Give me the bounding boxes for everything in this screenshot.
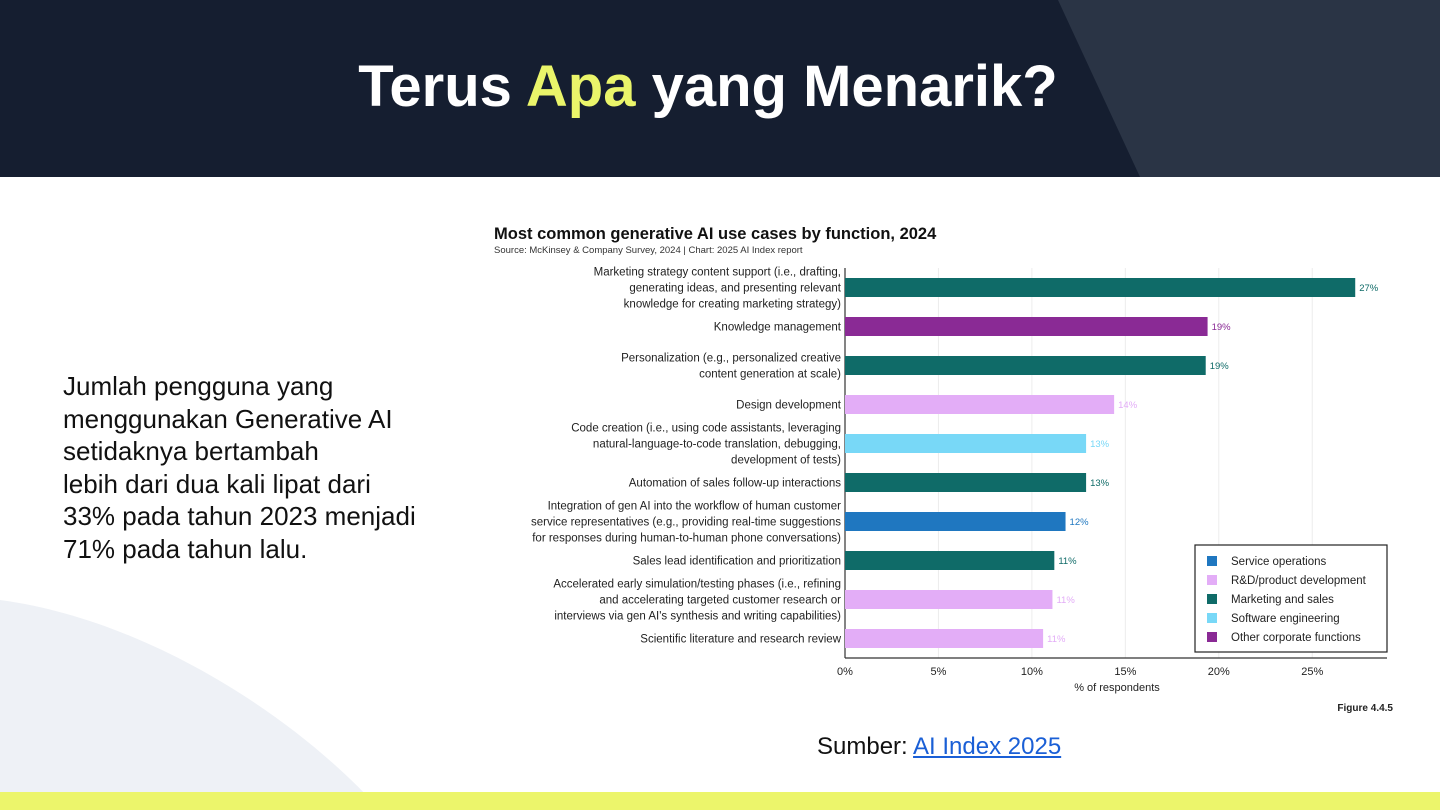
legend-label: Service operations — [1231, 556, 1327, 568]
bar-value-label: 11% — [1058, 556, 1077, 567]
category-label: generating ideas, and presenting relevant — [629, 282, 841, 295]
figure-label: Figure 4.4.5 — [1337, 703, 1393, 714]
background-curve — [0, 560, 420, 810]
category-label: Knowledge management — [713, 321, 841, 334]
bar-value-label: 19% — [1209, 361, 1229, 372]
x-tick-label: 15% — [1114, 666, 1137, 678]
bar — [845, 434, 1086, 453]
category-label: knowledge for creating marketing strategy) — [623, 298, 841, 311]
bar — [845, 629, 1043, 648]
title-accent-text: Apa — [525, 54, 636, 119]
legend-swatch — [1207, 632, 1217, 642]
x-tick-label: 20% — [1207, 666, 1230, 678]
category-label: Marketing strategy content support (i.e., drafting, — [593, 266, 841, 279]
bar-value-label: 19% — [1211, 322, 1231, 333]
title-text-2: yang Menarik? — [635, 54, 1058, 119]
category-label: Sales lead identification and prioritization — [632, 555, 841, 568]
bar-value-label: 12% — [1069, 517, 1089, 528]
category-label: Integration of gen AI into the workflow of human customer — [547, 500, 841, 513]
bar-value-label: 11% — [1047, 634, 1066, 645]
category-label: Accelerated early simulation/testing phases (i.e., refining — [553, 578, 841, 591]
slide-header — [0, 0, 1440, 177]
category-label: Scientific literature and research review — [640, 633, 841, 646]
x-axis-title: % of respondents — [1074, 682, 1160, 694]
bar-value-label: 13% — [1090, 439, 1110, 450]
bar-value-label: 13% — [1090, 478, 1110, 489]
category-label: interviews via gen AI's synthesis and writing capabilities) — [554, 610, 841, 623]
bar-chart — [490, 215, 1410, 720]
bar — [845, 590, 1052, 609]
legend-swatch — [1207, 613, 1217, 623]
x-tick-label: 25% — [1301, 666, 1324, 678]
legend-swatch — [1207, 575, 1217, 585]
footer-bar — [0, 792, 1440, 810]
bar-value-label: 14% — [1118, 400, 1138, 411]
category-label: development of tests) — [731, 454, 841, 467]
category-label: natural-language-to-code translation, debugging, — [592, 438, 841, 451]
source-link[interactable]: AI Index 2025 — [913, 733, 1062, 760]
legend-label: Marketing and sales — [1231, 594, 1334, 606]
category-label: Automation of sales follow-up interactions — [628, 477, 841, 490]
bar — [845, 278, 1355, 297]
legend-label: Software engineering — [1231, 613, 1340, 625]
legend-label: Other corporate functions — [1231, 632, 1361, 644]
legend-label: R&D/product development — [1231, 575, 1366, 587]
category-label: service representatives (e.g., providing real-time suggestions — [530, 516, 841, 529]
chart-title: Most common generative AI use cases by function, 2024 — [494, 225, 937, 243]
category-label: and accelerating targeted customer research or — [599, 594, 841, 607]
category-label: Design development — [736, 399, 841, 412]
bar — [845, 551, 1054, 570]
bar-value-label: 27% — [1359, 283, 1379, 294]
bar — [845, 473, 1086, 492]
bar — [845, 356, 1206, 375]
category-label: for responses during human-to-human phone conversations) — [532, 532, 841, 545]
title-text-1: Terus — [358, 54, 526, 119]
category-label: Code creation (i.e., using code assistants, leveraging — [571, 422, 841, 435]
x-tick-label: 5% — [930, 666, 947, 678]
category-label: Personalization (e.g., personalized creative — [621, 352, 841, 365]
bar-value-label: 11% — [1056, 595, 1075, 606]
legend-swatch — [1207, 594, 1217, 604]
source-line — [817, 733, 1061, 761]
category-label: content generation at scale) — [699, 368, 841, 381]
source-prefix: Sumber: — [817, 733, 914, 760]
bar — [845, 512, 1066, 531]
legend-swatch — [1207, 556, 1217, 566]
chart-subtitle: Source: McKinsey & Company Survey, 2024 | Chart: 2025 AI Index report — [494, 245, 803, 256]
bar — [845, 395, 1114, 414]
x-tick-label: 0% — [837, 666, 853, 678]
x-tick-label: 10% — [1020, 666, 1043, 678]
summary-text: Jumlah pengguna yang menggunakan Generative AI setidaknya bertambah lebih dari dua kali lipat dari 33% pada tahun 2023 menjadi 71% pada tahun lalu. — [63, 371, 416, 564]
slide-title — [0, 54, 1416, 120]
bar — [845, 317, 1208, 336]
